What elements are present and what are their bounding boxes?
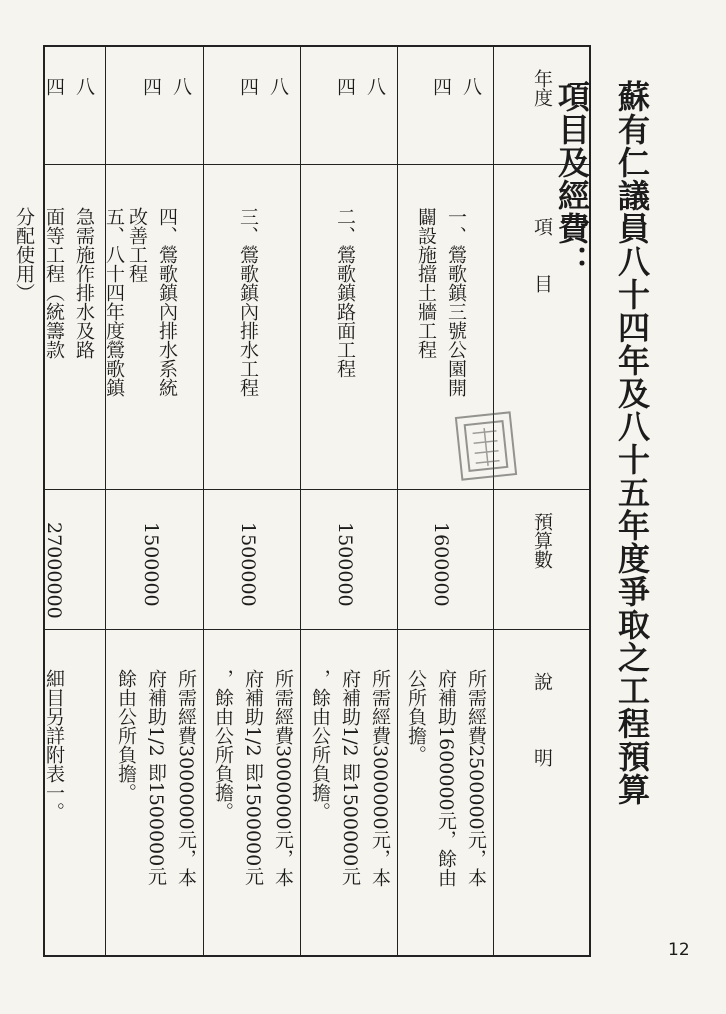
row-1-note: 所需經費2500000元，本 府補助1600000元，餘由 公所負擔。: [405, 669, 487, 887]
row-4-budget: 1500000: [140, 522, 162, 607]
row-3-budget: 1500000: [237, 522, 259, 607]
page-number: 12: [668, 940, 690, 960]
row-4-year: 八 四: [140, 77, 192, 96]
row-divider: [45, 164, 589, 165]
row-1-item: 一、鶯歌鎮三號公園開 闢設施擋土牆工程: [415, 207, 467, 397]
column-divider: [397, 47, 398, 955]
row-4-note: 所需經費3000000元，本 府補助1/2 即1500000元 餘由公所負擔。: [115, 669, 197, 887]
row-2-year: 八 四: [334, 77, 386, 96]
row-3-year: 八 四: [237, 77, 289, 96]
row-divider: [45, 489, 589, 490]
column-divider: [105, 47, 106, 955]
row-4-item: 四、鶯歌鎮內排水系統 改善工程: [126, 207, 178, 397]
budget-table: [13, 45, 591, 957]
header-budget: 預算數: [531, 512, 553, 569]
column-divider: [493, 47, 494, 955]
row-1-year: 八 四: [430, 77, 482, 96]
row-3-note: 所需經費3000000元，本 府補助1/2 即1500000元 ，餘由公所負擔。: [212, 669, 294, 887]
header-item: 項 目: [531, 217, 553, 293]
page-title: 蘇有仁議員八十四年及八十五年度爭取之工程預算項目及經費：: [553, 80, 651, 806]
official-seal-stamp: [455, 411, 517, 481]
row-5-year: 八 四: [43, 77, 95, 96]
column-divider: [203, 47, 204, 955]
row-1-budget: 1600000: [430, 522, 452, 607]
row-3-item: 三、鶯歌鎮內排水工程: [237, 207, 259, 397]
row-2-budget: 1500000: [334, 522, 356, 607]
row-5-budget: 27000000: [43, 522, 65, 619]
seal-mark-icon: [461, 418, 510, 474]
row-2-item: 二、鶯歌鎮路面工程: [334, 207, 356, 378]
row-5-item: 五、八十四年度鶯歌鎮 急需施作排水及路 面等工程（統籌款 分配使用）: [13, 207, 125, 397]
row-5-note: 細目另詳附表一。: [43, 669, 65, 821]
row-2-note: 所需經費3000000元，本 府補助1/2 即1500000元 ，餘由公所負擔。: [309, 669, 391, 887]
column-divider: [300, 47, 301, 955]
header-year: 年度: [531, 69, 553, 107]
header-note: 說 明: [531, 672, 553, 767]
row-divider: [45, 629, 589, 630]
